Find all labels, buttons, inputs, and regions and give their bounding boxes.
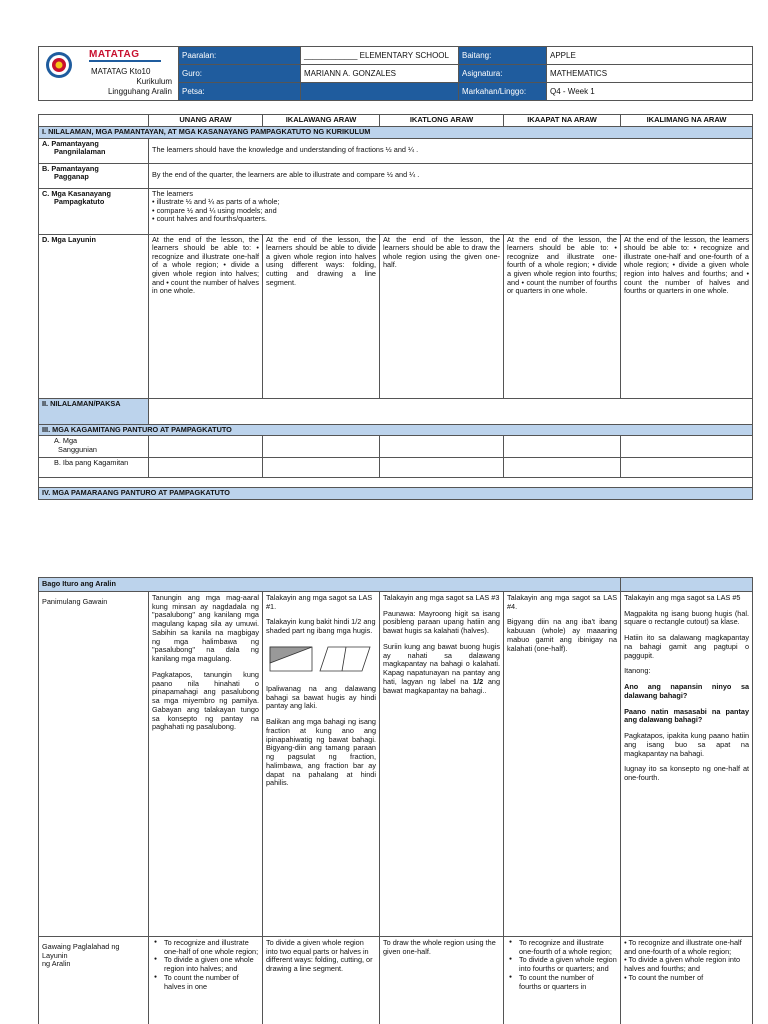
row-a-label: [39, 138, 149, 163]
paglalahad-day5-item-3: • To count the number of: [624, 972, 704, 982]
day-4-header: IKAAPAT NA ARAW: [504, 115, 621, 127]
row-d-label: D. Mga Layunin: [39, 234, 149, 398]
day-2-header: IKALAWANG ARAW: [263, 115, 380, 127]
row-m2-day2: [263, 458, 380, 478]
row-m1-day4: [504, 436, 621, 458]
section-2-content: [149, 398, 753, 424]
label-paaralan: Paaralan:: [179, 47, 301, 65]
section-2-heading: II. NILALAMAN/PAKSA: [39, 398, 149, 424]
row-c-line-1: The learners: [152, 188, 193, 198]
row-m1-day1: [149, 436, 263, 458]
panimulang-day5-p2: Magpakita ng isang buong hugis (hal. square o rectangle cutout) sa klase.: [624, 608, 750, 627]
value-markahan: Q4 - Week 1: [547, 83, 753, 101]
row-c-line-2: • illustrate ½ and ¼ as parts of a whole;: [152, 197, 280, 207]
row-m1-day3: [380, 436, 504, 458]
row-m1-day2: [263, 436, 380, 458]
row-c-text: [149, 188, 753, 234]
value-asignatura: MATHEMATICS: [547, 65, 753, 83]
value-guro: MARIANN A. GONZALES: [301, 65, 459, 83]
day-3-header: IKATLONG ARAW: [380, 115, 504, 127]
row-m2-day3: [380, 458, 504, 478]
row-m2-day4: [504, 458, 621, 478]
paglalahad-label-line1: Gawaing Paglalahad ng Layunin: [42, 941, 120, 960]
row-m2-label-text: B. Iba pang Kagamitan: [54, 458, 129, 468]
row-d-day3: At the end of the lesson, the learners should be able to draw the whole region using the given one-half.: [380, 234, 504, 398]
section-3-heading: III. MGA KAGAMITANG PANTURO AT PAMPAGKATUTO: [39, 424, 753, 436]
panimulang-day2-p2: Talakayin kung bakit hindi 1/2 ang shaded part ng ibang mga hugis.: [266, 617, 376, 635]
label-markahan: Markahan/Linggo:: [459, 83, 547, 101]
paglalahad-day5-item-2: • To divide a given whole region into halves and fourths; and: [624, 955, 741, 973]
panimulang-day3-p3-c: ang bawat magkapantay na bahagi..: [383, 676, 500, 695]
row-d-day5: At the end of the lesson, the learners should be able to: • recognize and illustrate one-half and one-fourth of a whole region; • divide a given whole region into halves and fourths; and • count the number of halves and fourths or quarters in one whole.: [621, 234, 753, 398]
bago-ituro-heading-end: [621, 578, 753, 592]
paglalahad-day1-item-1: ● To recognize and illustrate one-half of one whole region;: [152, 939, 259, 957]
paglalahad-day4: [504, 936, 621, 1024]
panimulang-gawain-label: Panimulang Gawain: [39, 591, 149, 936]
panimulang-day2: [263, 591, 380, 936]
brand-underline: [89, 60, 161, 62]
panimulang-day2-p1: Talakayin ang mga sagot sa LAS #1.: [266, 592, 373, 611]
row-m2-day5: [621, 458, 753, 478]
shapes-figure: [266, 643, 376, 675]
row-m1-day5: [621, 436, 753, 458]
paglalahad-label: [39, 936, 149, 1024]
panimulang-day3-p2: Paunawa: Mayroong higit sa isang posibleng paraan upang hatiin ang bawat hugis sa kalahati (halves).: [383, 608, 500, 635]
day-1-header: UNANG ARAW: [149, 115, 263, 127]
procedures-table: [38, 577, 753, 1024]
row-m2-day1: [149, 458, 263, 478]
label-asignatura: Asignatura:: [459, 65, 547, 83]
panimulang-day5-question-1: Ano ang napansin ninyo sa dalawang bahagi?: [624, 682, 750, 700]
panimulang-day3-p3-a: Suriin kung ang bawat buong hugis ay nahati sa dalawang magkapantay na bahagi o kalahati. Kapag napatunayan na pantay ang hati, lagyan ng label na: [383, 641, 500, 686]
paglalahad-day3: To draw the whole region using the given one-half.: [380, 936, 504, 1024]
value-petsa: [301, 83, 459, 101]
row-a-label-line1: A. Pamantayang: [42, 138, 99, 148]
label-petsa: Petsa:: [179, 83, 301, 101]
panimulang-day4: [504, 591, 621, 936]
paglalahad-day4-item-1: ● To recognize and illustrate one-fourth of a whole region;: [507, 939, 617, 957]
brand-logo-text: MATATAG: [89, 49, 140, 60]
panimulang-day1-p1: Tanungin ang mga mag-aaral kung minsan ay nagdadala ng "pasalubong" ang kanilang mga magulang kapag sila ay umuwi. Sabihin sa kanila na magbigay ng mga halimbawa ng "pasalubong" na dala ng kanilang mga magulang.: [152, 592, 259, 663]
row-c-label-line1: C. Mga Kasanayang: [42, 188, 111, 198]
panimulang-day5-question-2: Paano natin masasabi na pantay ang dalawang bahagi?: [624, 706, 750, 725]
panimulang-day3-p3: [383, 643, 500, 696]
row-c-line-3: • compare ½ and ¼ using models; and: [152, 205, 277, 215]
paglalahad-day4-item-3: ● To count the number of fourths or quarters in: [507, 974, 617, 992]
panimulang-day2-p4: Balikan ang mga bahagi ng isang fraction at kung ano ang ipinapahiwatig ng bawat bahagi. Bigyang-diin ang tamang paraan ng pagsulat ng fraction, halimbawa, ang fraction bar ay dapat na pahalang at hindi pahilis.: [266, 717, 376, 788]
panimulang-day5-p3: Hatiin ito sa dalawang magkapantay na bahagi gamit ang pagtupi o paggupit.: [624, 633, 750, 660]
brand-subtitle-3: Lingguhang Aralin: [107, 87, 172, 96]
section-1-heading: I. NILALAMAN, MGA PAMANTAYAN, AT MGA KASANAYANG PAMPAGKATUTO NG KURIKULUM: [39, 127, 753, 139]
bago-ituro-heading: Bago Ituro ang Aralin: [39, 578, 621, 592]
row-m1-label-line2: Sanggunian: [58, 444, 97, 454]
row-d-day1: At the end of the lesson, the learners should be able to: • recognize and illustrate one-half of a whole region; • divide a given whole region into halves; and • count the number of halves in one whole.: [149, 234, 263, 398]
paglalahad-day1-item-3: ● To count the number of halves in one: [152, 974, 259, 992]
paglalahad-day4-item-2: ● To divide a given whole region into fourths or quarters; and: [507, 956, 617, 974]
row-a-label-line2: Pangnilalaman: [54, 147, 106, 157]
label-baitang: Baitang:: [459, 47, 547, 65]
panimulang-day5: [621, 591, 753, 936]
days-header-blank: [39, 115, 149, 127]
row-b-label-line1: B. Pamantayang: [42, 163, 99, 173]
day-5-header: IKALIMANG NA ARAW: [621, 115, 753, 127]
brand-subtitle-2: Kurikulum: [136, 77, 172, 86]
row-b-label: [39, 163, 149, 188]
panimulang-day4-p2: Bigyang diin na ang iba't ibang kabuuan (whole) ay maaaring mabuo gamit ang ibinigay na kalahati (one-half).: [507, 617, 618, 653]
row-a-text: The learners should have the knowledge and understanding of fractions ½ and ¼ .: [149, 138, 753, 163]
panimulang-day3: [380, 591, 504, 936]
panimulang-day4-p1: Talakayin ang mga sagot sa LAS #4.: [507, 592, 618, 611]
paglalahad-day5-item-1: • To recognize and illustrate one-half and one-fourth of a whole region;: [624, 937, 742, 956]
row-d-day2: At the end of the lesson, the learners should be able to divide a given whole region into halves using different ways: folding, cutting and drawing a line segment.: [263, 234, 380, 398]
days-header-row: [39, 115, 753, 127]
logo-cell: [39, 47, 179, 101]
panimulang-day3-p1: Talakayin ang mga sagot sa LAS #3: [383, 592, 500, 602]
header-table: [38, 46, 753, 101]
panimulang-day5-p6: Iugnay ito sa konsepto ng one-half at one-fourth.: [624, 764, 750, 782]
brand-subtitle-1: MATATAG Kto10: [91, 67, 151, 76]
label-guro: Guro:: [179, 65, 301, 83]
row-c-line-4: • count halves and fourths/quarters.: [152, 214, 267, 224]
section-4-heading: IV. MGA PAMARAANG PANTURO AT PAMPAGKATUTO: [39, 488, 753, 500]
paglalahad-day2: To divide a given whole region into two equal parts or halves in different ways: folding, cutting, or drawing a line segment.: [263, 936, 380, 1024]
panimulang-day2-p3: Ipaliwanag na ang dalawang bahagi sa bawat hugis ay hindi pantay ang laki.: [266, 683, 376, 711]
row-m1-label-line1: A. Mga: [54, 436, 78, 446]
unequal-halves-shapes-icon: [266, 643, 374, 675]
spacer-row: [39, 478, 753, 488]
panimulang-day5-p4: Itanong:: [624, 666, 651, 676]
value-paaralan: ____________ ELEMENTARY SCHOOL: [301, 47, 459, 65]
paglalahad-label-line2: ng Aralin: [42, 959, 71, 969]
lesson-plan-table: [38, 114, 753, 500]
row-m2-label: [39, 458, 149, 478]
value-baitang: APPLE: [547, 47, 753, 65]
paglalahad-day1-item-2: ● To divide a given one whole region into halves; and: [152, 956, 259, 974]
row-d-day4: At the end of the lesson, the learners should be able to: • recognize and illustrate one-fourth of a whole region; • divide a given whole region into fourths; and • count the number of fourths or quarters in one whole.: [504, 234, 621, 398]
row-b-label-line2: Pagganap: [54, 172, 89, 182]
row-b-text: By the end of the quarter, the learners are able to illustrate and compare ½ and ¼ .: [149, 163, 753, 188]
panimulang-day1-p2: Pagkatapos, tanungin kung paano nila hinahati o pinapamahagi ang pasalubong sa mga miyembro ng pamilya. Gabayan ang talakayan tungo sa konsepto ng pantay na paghahati ng pasalubong.: [152, 669, 259, 732]
panimulang-day3-p3-fraction: 1/2: [473, 676, 484, 686]
paglalahad-day5: [621, 936, 753, 1024]
deped-seal-icon: [45, 51, 73, 79]
row-c-label-line2: Pampagkatuto: [54, 197, 105, 207]
panimulang-day1: [149, 591, 263, 936]
row-c-label: [39, 188, 149, 234]
row-m1-label: [39, 436, 149, 458]
paglalahad-day1: [149, 936, 263, 1024]
panimulang-day5-p1: Talakayin ang mga sagot sa LAS #5: [624, 592, 741, 602]
panimulang-day5-p5: Pagkatapos, ipakita kung paano hatiin ang isang buo sa apat na magkapantay na bahagi.: [624, 731, 750, 758]
